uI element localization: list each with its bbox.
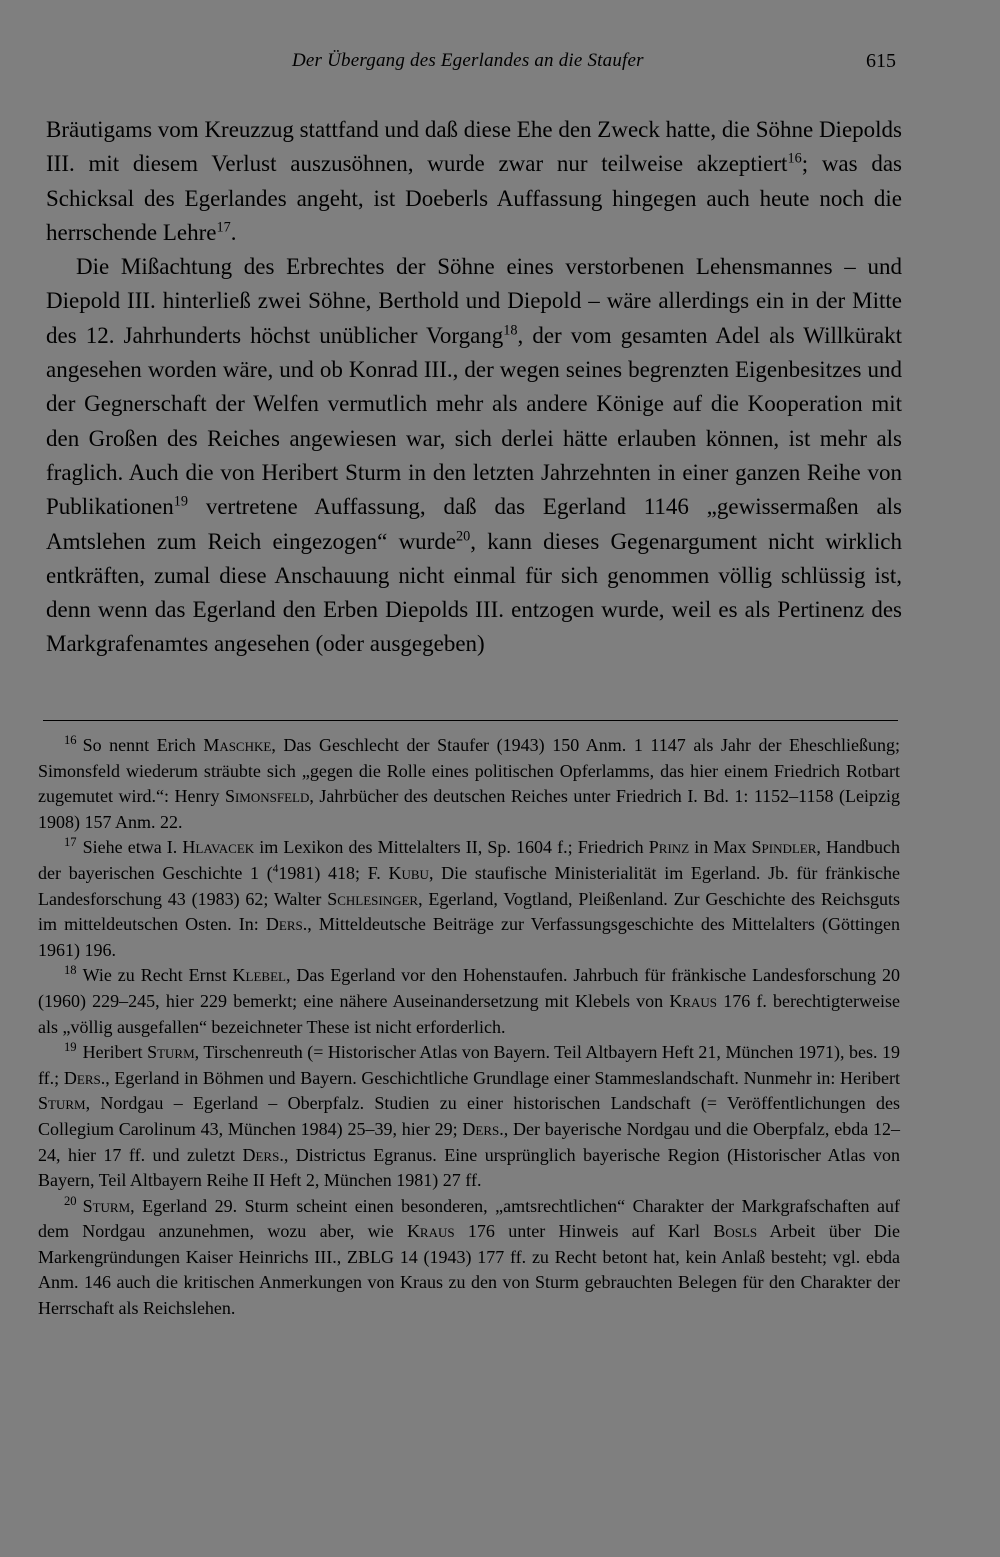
author-name: Sturm (38, 1093, 86, 1114)
footnote-ref: 16 (787, 150, 802, 167)
text-run: 176 unter Hinweis auf Karl (454, 1221, 714, 1242)
paragraph (46, 250, 902, 662)
text-run: , Jahrbücher des deutschen Reiches unter Friedrich I. Bd. 1: 1152–1158 (Leipzig 1908) 157 Anm. 22. (38, 786, 900, 832)
text-run: Siehe etwa I. (82, 837, 183, 858)
footnote-ref: 18 (503, 322, 518, 339)
footnote-19 (38, 1040, 900, 1194)
author-name: Kraus (669, 990, 718, 1011)
author-name: Hlavacek (182, 837, 255, 858)
author-name: Maschke (203, 735, 272, 755)
footnote-ref: 20 (456, 527, 471, 544)
text-run: , Die staufische Ministerialität im Egerland. Jb. für fränkische Landesforschung 43 (1983) 62; Walter (38, 862, 900, 909)
text-run: , Districtus Egranus. Eine ursprünglich bayerische Region (Historischer Atlas von Bayern, Teil Altbayern Reihe II Heft 2, München 1981) 27 ff. (38, 1144, 900, 1191)
paragraph (46, 113, 902, 250)
text-run: , Der bayerische Nordgau und die Oberpfalz, ebda 12–24, hier 17 ff. und zuletzt (38, 1118, 900, 1165)
text-run: , Handbuch der bayerischen Geschichte 1 ( (38, 837, 901, 883)
text-run: . (230, 219, 237, 245)
text-run: , Egerland 29. Sturm scheint einen besonderen, „amtsrechtlichen“ Charakter der Markgrafschaften auf dem Nordgau anzunehmen, wozu aber, wie (38, 1195, 900, 1242)
text-run: , kann dieses Gegenargument nicht wirklich entkräften, zumal diese Anschauung nicht einmal für sich genommen völlig schlüssig ist, denn wenn das Egerland den Erben Diepolds III. entzogen wurde, weil es als Pertinenz des Markgrafenamtes angesehen (oder ausgegeben) (46, 528, 902, 657)
text-run: vertretene Auffassung, daß das Egerland 1146 „gewissermaßen als Amtslehen zum Reich eingezogen“ wurde (46, 494, 902, 554)
author-name: Prinz (648, 837, 690, 858)
author-name: Sturm (147, 1042, 195, 1063)
author-name: Simonsfeld (224, 786, 310, 807)
author-name: Ders. (265, 914, 308, 935)
text-run: in Max (689, 837, 752, 858)
text-run: , Egerland in Böhmen und Bayern. Geschichtliche Grundlage einer Stammeslandschaft. Nunmehr in: Heribert (105, 1067, 900, 1088)
text-run: ; was das Schicksal des Egerlandes angeht, ist Doeberls Auffassung hingegen auch heute noch die herrschende Lehre (46, 151, 902, 245)
footnote-number: 20 (64, 1193, 77, 1208)
author-name: Klebel (232, 965, 286, 986)
author-name: Kubu (388, 862, 429, 883)
text-run: , der vom gesamten Adel als Willkürakt angesehen worden wäre, und ob Konrad III., der wegen seines begrenzten Eigenbesitzes und der Gegnerschaft der Welfen vermutlich mehr als andere Könige auf die Kooperation mit den Großen des Reiches angewiesen war, sich derlei hätte erlauben können, ist mehr als fraglich. Auch die von Heribert Sturm in den letzten Jahrzehnten in einer ganzen Reihe von Publikationen (46, 322, 902, 520)
author-name: Ders. (242, 1144, 284, 1165)
text-run: Heribert (82, 1042, 148, 1063)
author-name: Bosls (713, 1221, 758, 1242)
author-name: Ders. (462, 1118, 504, 1139)
footnote-17 (38, 835, 900, 963)
text-run: 176 f. berechtigterweise als „völlig ausgefallen“ bezeichneter These ist nicht erforderlich. (38, 990, 900, 1037)
footnote-number: 19 (64, 1040, 77, 1055)
footnote-number: 18 (64, 963, 77, 978)
footnote-16 (38, 733, 900, 835)
author-name: Spindler (751, 837, 817, 858)
author-name: Ders. (63, 1067, 106, 1088)
footnote-number: 16 (64, 733, 77, 747)
text-run: 1981) 418; F. (278, 862, 389, 883)
text-run: , Egerland, Vogtland, Pleißenland. Zur Geschichte des Reichsguts im mitteldeutschen Osten. In: (38, 888, 900, 935)
text-run: , Das Geschlecht der Staufer (1943) 150 Anm. 1 1147 als Jahr der Eheschließung; Simonsfeld wiederum sträubte sich „gegen die Rolle eines politischen Opferlamms, das hier einem Friedrich Rotbart zugemutet wird.“: Henry (38, 735, 901, 807)
footnotes (38, 733, 900, 1322)
page-header (0, 50, 1000, 80)
text-run: So nennt Erich (82, 735, 204, 755)
text-run: im Lexikon des Mittelalters II, Sp. 1604 f.; Friedrich (254, 837, 649, 858)
running-title: Der Übergang des Egerlandes an die Staufer (292, 50, 644, 71)
footnote-ref: 17 (216, 219, 231, 236)
text-run: , Mitteldeutsche Beiträge zur Verfassungsgeschichte des Mittelalters (Göttingen 1961) 196. (38, 914, 900, 960)
text-run: , Nordgau – Egerland – Oberpfalz. Studien zu einer historischen Landschaft (= Veröffentlichungen des Collegium Carolinum 43, München 1984) 25–39, hier 29; (38, 1093, 900, 1139)
text-run: Wie zu Recht Ernst (82, 965, 233, 986)
footnote-separator (43, 720, 898, 721)
main-text (46, 113, 902, 662)
author-name: Schlesinger (327, 888, 419, 909)
author-name: Sturm (82, 1195, 131, 1216)
edition-superscript: 4 (272, 862, 279, 875)
text-run: Arbeit über Die Markengründungen Kaiser Heinrichs III., ZBLG 14 (1943) 177 ff. zu Recht betont hat, kein Anlaß besteht; vgl. ebda Anm. 146 auch die kritischen Anmerkungen von Kraus zu den von Sturm gebrauchten Belegen für den Charakter der Herrschaft als Reichslehen. (38, 1221, 900, 1319)
text-run: , Das Egerland vor den Hohenstaufen. Jahrbuch für fränkische Landesforschung 20 (1960) 229–245, hier 229 bemerkt; eine nähere Auseinandersetzung mit Klebels von (38, 965, 900, 1011)
page-number: 615 (866, 50, 896, 72)
footnote-20 (38, 1194, 900, 1322)
author-name: Kraus (406, 1221, 455, 1242)
footnote-18 (38, 963, 900, 1040)
footnote-ref: 19 (173, 493, 189, 510)
footnote-number: 17 (64, 835, 77, 850)
text-run: Bräutigams vom Kreuzzug stattfand und daß diese Ehe den Zweck hatte, die Söhne Diepolds III. mit diesem Verlust auszusöhnen, wurde zwar nur teilweise akzeptiert (46, 117, 902, 177)
text-run: , Tirschenreuth (= Historischer Atlas von Bayern. Teil Altbayern Heft 21, München 1971), bes. 19 ff.; (38, 1042, 900, 1088)
text-run: Die Mißachtung des Erbrechtes der Söhne eines verstorbenen Lehensmannes – und Diepold III. hinterließ zwei Söhne, Berthold und Diepold – wäre allerdings ein in der Mitte des 12. Jahrhunderts höchst unüblicher Vorgang (46, 254, 902, 348)
